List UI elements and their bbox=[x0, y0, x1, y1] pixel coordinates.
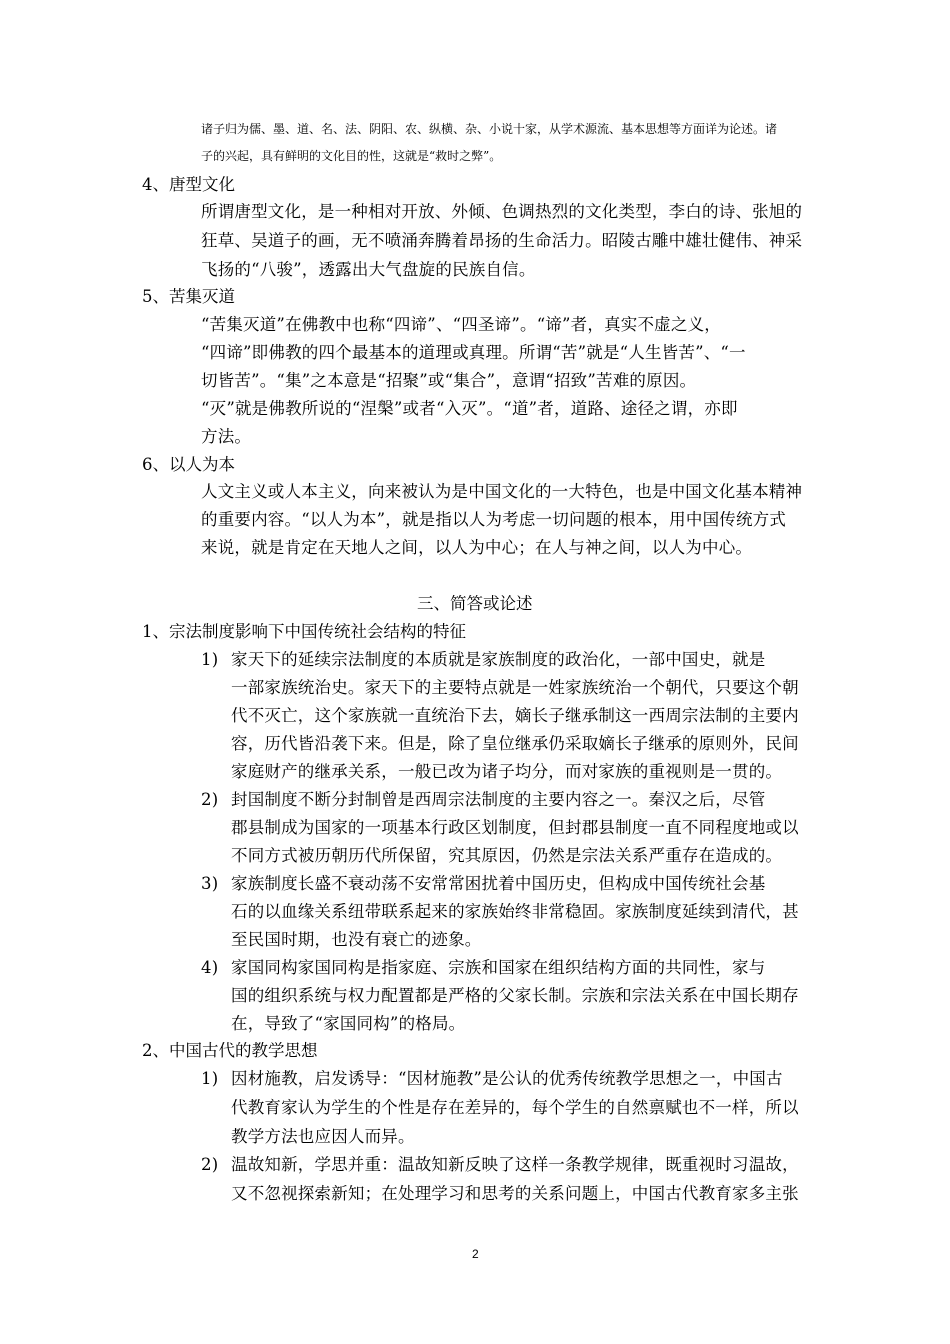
list-item-line: 一部家族统治史。家天下的主要特点就是一姓家族统治一个朝代，只要这个朝 bbox=[231, 678, 799, 697]
term-line: “苦集灭道”在佛教中也称“四谛”、“四圣谛”。“谛”者，真实不虚之义， bbox=[201, 315, 721, 334]
list-item-line: 封国制度不断分封制曾是西周宗法制度的主要内容之一。秦汉之后，尽管 bbox=[231, 790, 766, 809]
list-item-number: 2) bbox=[201, 1155, 219, 1174]
list-item-line: 不同方式被历朝历代所保留，究其原因，仍然是宗法关系严重存在造成的。 bbox=[231, 846, 783, 865]
list-item-line: 国的组织系统与权力配置都是严格的父家长制。宗族和宗法关系在中国长期存 bbox=[231, 986, 799, 1005]
question-heading: 2、中国古代的教学思想 bbox=[142, 1041, 318, 1060]
intro-line: 诸子归为儒、墨、道、名、法、阴阳、农、纵横、杂、小说十家，从学术源流、基本思想等方面详为论述。诸 bbox=[201, 122, 778, 136]
list-item-line: 温故知新，学思并重：温故知新反映了这样一条教学规律，既重视时习温故， bbox=[231, 1155, 799, 1174]
list-item-line: 家庭财产的继承关系，一般已改为诸子均分，而对家族的重视则是一贯的。 bbox=[231, 762, 783, 781]
page-number: 2 bbox=[472, 1247, 479, 1261]
term-line: 人文主义或人本主义，向来被认为是中国文化的一大特色，也是中国文化基本精神 bbox=[201, 482, 803, 501]
list-item-line: 家国同构家国同构是指家庭、宗族和国家在组织结构方面的共同性，家与 bbox=[231, 958, 766, 977]
term-line: 的重要内容。“以人为本”，就是指以人为考虑一切问题的根本，用中国传统方式 bbox=[201, 510, 787, 529]
list-item-line: 石的以血缘关系纽带联系起来的家族始终非常稳固。家族制度延续到清代，甚 bbox=[231, 902, 799, 921]
term-heading: 4、唐型文化 bbox=[142, 175, 235, 194]
list-item-line: 因材施教，启发诱导：“因材施教”是公认的优秀传统教学思想之一，中国古 bbox=[231, 1069, 783, 1088]
question-heading: 1、宗法制度影响下中国传统社会结构的特征 bbox=[142, 622, 466, 641]
list-item-number: 3) bbox=[201, 874, 219, 893]
term-line: “四谛”即佛教的四个最基本的道理或真理。所谓“苦”就是“人生皆苦”、“一 bbox=[201, 343, 746, 362]
list-item-line: 家族制度长盛不衰动荡不安常常困扰着中国历史，但构成中国传统社会基 bbox=[231, 874, 766, 893]
list-item-number: 1) bbox=[201, 650, 219, 669]
intro-line: 子的兴起，具有鲜明的文化目的性，这就是“救时之弊”。 bbox=[201, 149, 502, 163]
list-item-line: 教学方法也应因人而异。 bbox=[231, 1127, 415, 1146]
term-line: “灭”就是佛教所说的“涅槃”或者“入灭”。“道”者，道路、途径之谓，亦即 bbox=[201, 399, 738, 418]
list-item-line: 在，导致了“家国同构”的格局。 bbox=[231, 1014, 466, 1033]
list-item-line: 郡县制成为国家的一项基本行政区划制度，但封郡县制度一直不同程度地或以 bbox=[231, 818, 799, 837]
list-item-number: 4) bbox=[201, 958, 219, 977]
list-item-line: 代教育家认为学生的个性是存在差异的，每个学生的自然禀赋也不一样，所以 bbox=[231, 1098, 799, 1117]
list-item-line: 家天下的延续宗法制度的本质就是家族制度的政治化，一部中国史，就是 bbox=[231, 650, 766, 669]
term-line: 来说，就是肯定在天地人之间，以人为中心；在人与神之间，以人为中心。 bbox=[201, 538, 753, 557]
list-item-line: 容，历代皆沿袭下来。但是，除了皇位继承仍采取嫡长子继承的原则外，民间 bbox=[231, 734, 799, 753]
list-item-number: 1) bbox=[201, 1069, 219, 1088]
term-line: 方法。 bbox=[201, 427, 252, 446]
term-heading: 6、以人为本 bbox=[142, 455, 235, 474]
term-heading: 5、苦集灭道 bbox=[142, 287, 235, 306]
list-item-line: 代不灭亡，这个家族就一直统治下去，嫡长子继承制这一西周宗法制的主要内 bbox=[231, 706, 799, 725]
term-line: 所谓唐型文化，是一种相对开放、外倾、色调热烈的文化类型，李白的诗、张旭的 bbox=[201, 202, 803, 221]
term-line: 飞扬的“八骏”，透露出大气盘旋的民族自信。 bbox=[201, 260, 536, 279]
list-item-line: 至民国时期，也没有衰亡的迹象。 bbox=[231, 930, 482, 949]
list-item-number: 2) bbox=[201, 790, 219, 809]
section-title: 三、简答或论述 bbox=[417, 594, 533, 613]
term-line: 狂草、吴道子的画，无不喷涌奔腾着昂扬的生命活力。昭陵古雕中雄壮健伟、神采 bbox=[201, 231, 803, 250]
list-item-line: 又不忽视探索新知；在处理学习和思考的关系问题上，中国古代教育家多主张 bbox=[231, 1184, 799, 1203]
term-line: 切皆苦”。“集”之本意是“招聚”或“集合”，意谓“招致”苦难的原因。 bbox=[201, 371, 697, 390]
